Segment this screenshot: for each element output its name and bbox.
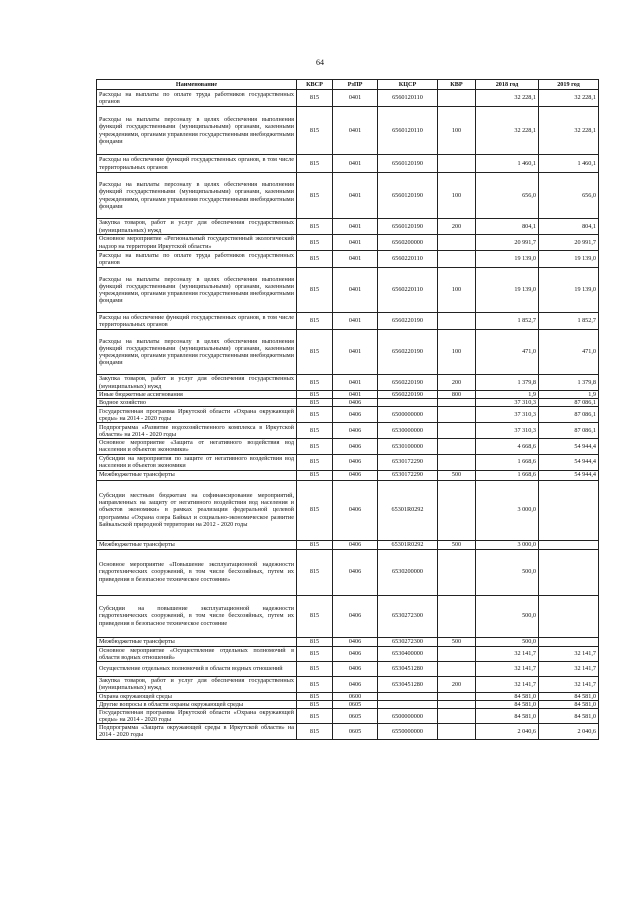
row-kcsr: 6560220110 xyxy=(378,268,438,313)
row-kvr: 200 xyxy=(438,676,476,692)
row-rzpr: 0406 xyxy=(333,676,378,692)
row-kvsr: 815 xyxy=(297,637,333,646)
row-kcsr: 6560120190 xyxy=(378,219,438,235)
row-kvr xyxy=(438,661,476,676)
row-kvr xyxy=(438,407,476,423)
row-2018: 500,0 xyxy=(476,549,539,595)
table-row xyxy=(97,480,599,540)
table-row xyxy=(97,540,599,549)
page-number: 64 xyxy=(316,58,324,67)
header-kvr: КВР xyxy=(438,80,476,90)
row-2018: 1 460,1 xyxy=(476,155,539,173)
row-kcsr: 6560120190 xyxy=(378,155,438,173)
row-kvr xyxy=(438,480,476,540)
table-row xyxy=(97,595,599,637)
row-2019: 87 086,1 xyxy=(539,399,599,407)
row-kvsr: 815 xyxy=(297,251,333,268)
row-name: Субсидии местным бюджетам на софинансирование мероприятий, направленных на защиту от негативного воздействия вод населения и объектов экономики» в рамках реализации федеральной целевой программы «Охрана озера Байкал и социально-экономическое развитие Байкальской природной территории на 2012 - 2020 годы xyxy=(97,480,297,540)
row-2018: 32 141,7 xyxy=(476,646,539,661)
table-row xyxy=(97,637,599,646)
row-rzpr: 0406 xyxy=(333,549,378,595)
table-row xyxy=(97,692,599,700)
row-name: Межбюджетные трансферты xyxy=(97,470,297,480)
row-kvsr: 815 xyxy=(297,700,333,708)
row-kvr: 500 xyxy=(438,637,476,646)
row-2019 xyxy=(539,540,599,549)
row-2018: 1,9 xyxy=(476,391,539,399)
row-kvsr: 815 xyxy=(297,219,333,235)
row-name: Другие вопросы в области охраны окружающей среды xyxy=(97,700,297,708)
row-rzpr: 0401 xyxy=(333,219,378,235)
row-kvr: 500 xyxy=(438,470,476,480)
row-name: Основное мероприятие «Защита от негативного воздействия вод населения и объектов экономики» xyxy=(97,439,297,454)
row-name: Расходы на обеспечение функций государственных органов, в том числе территориальных органов xyxy=(97,313,297,330)
row-kcsr: 6530100000 xyxy=(378,439,438,454)
row-kvsr: 815 xyxy=(297,595,333,637)
row-kcsr: 6560120110 xyxy=(378,107,438,155)
row-2019: 32 141,7 xyxy=(539,676,599,692)
table-row xyxy=(97,313,599,330)
row-name: Расходы на выплаты персоналу в целях обеспечения выполнения функций государственными (муниципальными) органами, казенными учреждениями, органами управления государственными внебюджетными фондами xyxy=(97,268,297,313)
row-2019 xyxy=(539,595,599,637)
table-row xyxy=(97,454,599,470)
row-rzpr: 0605 xyxy=(333,700,378,708)
row-rzpr: 0401 xyxy=(333,330,378,375)
row-kvsr: 815 xyxy=(297,391,333,399)
row-kvr xyxy=(438,313,476,330)
row-rzpr: 0401 xyxy=(333,391,378,399)
row-rzpr: 0406 xyxy=(333,540,378,549)
row-kvsr: 815 xyxy=(297,313,333,330)
table-row xyxy=(97,700,599,708)
row-2018: 32 141,7 xyxy=(476,676,539,692)
row-name: Водное хозяйство xyxy=(97,399,297,407)
row-kcsr: 65301R0292 xyxy=(378,480,438,540)
row-2019: 656,0 xyxy=(539,173,599,219)
row-rzpr: 0406 xyxy=(333,439,378,454)
table-row xyxy=(97,173,599,219)
row-kvsr: 815 xyxy=(297,155,333,173)
table-row xyxy=(97,646,599,661)
row-2019: 19 139,0 xyxy=(539,251,599,268)
row-kvsr: 815 xyxy=(297,107,333,155)
row-2019: 54 944,4 xyxy=(539,439,599,454)
row-name: Основное мероприятие «Региональный государственный экологический надзор на территории Иркутской области» xyxy=(97,235,297,251)
table-row xyxy=(97,661,599,676)
table-row xyxy=(97,439,599,454)
row-2019: 32 228,1 xyxy=(539,90,599,107)
row-name: Расходы на выплаты персоналу в целях обеспечения выполнения функций государственными (муниципальными) органами, казенными учреждениями, органами управления государственными внебюджетными фондами xyxy=(97,173,297,219)
row-kvr: 200 xyxy=(438,219,476,235)
row-2018: 4 668,6 xyxy=(476,439,539,454)
row-kcsr xyxy=(378,399,438,407)
header-2019: 2019 год xyxy=(539,80,599,90)
row-kcsr: 6530451280 xyxy=(378,676,438,692)
row-2018: 32 141,7 xyxy=(476,661,539,676)
row-2019: 84 581,0 xyxy=(539,700,599,708)
row-name: Субсидии на мероприятия по защите от негативного воздействия вод населения и объектов экономики xyxy=(97,454,297,470)
row-name: Субсидии на повышение эксплуатационной надежности гидротехнических сооружений, в том числе бесхозяйных, путем их приведения в безопасное техническое состояние xyxy=(97,595,297,637)
row-name: Основное мероприятие «Осуществление отдельных полномочий в области водных отношений» xyxy=(97,646,297,661)
row-2019: 19 139,0 xyxy=(539,268,599,313)
table-row xyxy=(97,709,599,724)
row-rzpr: 0401 xyxy=(333,90,378,107)
table-row xyxy=(97,407,599,423)
row-kvr xyxy=(438,724,476,739)
row-kvr xyxy=(438,454,476,470)
row-2018: 20 991,7 xyxy=(476,235,539,251)
row-name: Осуществление отдельных полномочий в области водных отношений xyxy=(97,661,297,676)
row-2018: 3 000,0 xyxy=(476,540,539,549)
row-kcsr: 6530400000 xyxy=(378,646,438,661)
row-2018: 471,0 xyxy=(476,330,539,375)
row-name: Межбюджетные трансферты xyxy=(97,540,297,549)
table-body xyxy=(97,90,599,740)
row-kvsr: 815 xyxy=(297,709,333,724)
row-name: Государственная программа Иркутской области «Охрана окружающей среды» на 2014 - 2020 годы xyxy=(97,407,297,423)
table-row xyxy=(97,399,599,407)
row-2018: 656,0 xyxy=(476,173,539,219)
row-kvsr: 815 xyxy=(297,330,333,375)
row-kvr: 800 xyxy=(438,391,476,399)
row-kcsr: 6560120110 xyxy=(378,90,438,107)
row-2019 xyxy=(539,549,599,595)
row-name: Подпрограмма «Защита окружающей среды в Иркутской области» на 2014 - 2020 годы xyxy=(97,724,297,739)
row-kcsr: 6560220190 xyxy=(378,330,438,375)
row-rzpr: 0401 xyxy=(333,268,378,313)
row-kvsr: 815 xyxy=(297,540,333,549)
row-rzpr: 0406 xyxy=(333,595,378,637)
row-kvsr: 815 xyxy=(297,439,333,454)
row-name: Закупка товаров, работ и услуг для обеспечения государственных (муниципальных) нужд xyxy=(97,676,297,692)
row-kvr xyxy=(438,235,476,251)
row-2019: 54 944,4 xyxy=(539,454,599,470)
row-kvr xyxy=(438,251,476,268)
row-kvsr: 815 xyxy=(297,724,333,739)
row-kvr xyxy=(438,549,476,595)
row-2019: 32 141,7 xyxy=(539,646,599,661)
row-kvr xyxy=(438,595,476,637)
row-2019: 32 141,7 xyxy=(539,661,599,676)
row-kvr xyxy=(438,399,476,407)
header-kcsr: КЦСР xyxy=(378,80,438,90)
row-rzpr: 0401 xyxy=(333,173,378,219)
row-2018: 84 581,0 xyxy=(476,700,539,708)
row-rzpr: 0401 xyxy=(333,313,378,330)
row-rzpr: 0406 xyxy=(333,454,378,470)
row-kvsr: 815 xyxy=(297,661,333,676)
row-2019: 1 379,8 xyxy=(539,375,599,391)
row-kcsr: 6560220190 xyxy=(378,375,438,391)
table-row xyxy=(97,423,599,439)
row-kvsr: 815 xyxy=(297,173,333,219)
row-2018: 804,1 xyxy=(476,219,539,235)
row-2019: 84 581,0 xyxy=(539,709,599,724)
row-rzpr: 0406 xyxy=(333,637,378,646)
row-2019: 54 944,4 xyxy=(539,470,599,480)
row-kcsr: 6530000000 xyxy=(378,423,438,439)
row-kcsr: 6550000000 xyxy=(378,724,438,739)
table-row xyxy=(97,155,599,173)
row-2018: 84 581,0 xyxy=(476,709,539,724)
row-kvsr: 815 xyxy=(297,399,333,407)
row-rzpr: 0401 xyxy=(333,155,378,173)
row-name: Расходы на выплаты по оплате труда работников государственных органов xyxy=(97,251,297,268)
row-rzpr: 0401 xyxy=(333,235,378,251)
row-kvsr: 815 xyxy=(297,454,333,470)
row-kvsr: 815 xyxy=(297,407,333,423)
row-kcsr: 6530200000 xyxy=(378,549,438,595)
table-row xyxy=(97,330,599,375)
row-kvsr: 815 xyxy=(297,375,333,391)
row-2019: 804,1 xyxy=(539,219,599,235)
row-kcsr: 6500000000 xyxy=(378,407,438,423)
row-2019: 32 228,1 xyxy=(539,107,599,155)
row-kvr xyxy=(438,709,476,724)
row-rzpr: 0401 xyxy=(333,375,378,391)
row-kcsr: 6530172290 xyxy=(378,454,438,470)
budget-table xyxy=(96,79,599,740)
row-name: Охрана окружающей среды xyxy=(97,692,297,700)
row-kvsr: 815 xyxy=(297,423,333,439)
row-rzpr: 0605 xyxy=(333,709,378,724)
row-kvr xyxy=(438,692,476,700)
row-kvsr: 815 xyxy=(297,235,333,251)
table-row xyxy=(97,219,599,235)
row-2018: 32 228,1 xyxy=(476,107,539,155)
table-row xyxy=(97,90,599,107)
row-2018: 32 228,1 xyxy=(476,90,539,107)
row-kvr: 500 xyxy=(438,540,476,549)
row-kcsr xyxy=(378,692,438,700)
row-2018: 19 139,0 xyxy=(476,251,539,268)
row-kcsr: 6560120190 xyxy=(378,173,438,219)
table-row xyxy=(97,676,599,692)
table-row xyxy=(97,268,599,313)
row-2018: 1 852,7 xyxy=(476,313,539,330)
row-2019: 2 040,6 xyxy=(539,724,599,739)
header-row xyxy=(97,80,599,90)
row-2019: 1 852,7 xyxy=(539,313,599,330)
row-name: Расходы на выплаты персоналу в целях обеспечения выполнения функций государственными (муниципальными) органами, казенными учреждениями, органами управления государственными внебюджетными фондами xyxy=(97,107,297,155)
row-kvsr: 815 xyxy=(297,90,333,107)
row-kcsr: 6500000000 xyxy=(378,709,438,724)
table-row xyxy=(97,251,599,268)
row-rzpr: 0401 xyxy=(333,251,378,268)
row-rzpr: 0406 xyxy=(333,423,378,439)
header-kvsr: КВСР xyxy=(297,80,333,90)
row-name: Иные бюджетные ассигнования xyxy=(97,391,297,399)
row-kvsr: 815 xyxy=(297,470,333,480)
row-kvsr: 815 xyxy=(297,676,333,692)
row-kvsr: 815 xyxy=(297,268,333,313)
row-2019 xyxy=(539,480,599,540)
table-row xyxy=(97,391,599,399)
row-kvr: 100 xyxy=(438,330,476,375)
row-kvr: 100 xyxy=(438,268,476,313)
row-2019: 87 086,1 xyxy=(539,407,599,423)
row-name: Государственная программа Иркутской области «Охрана окружающей среды» на 2014 - 2020 годы xyxy=(97,709,297,724)
row-rzpr: 0401 xyxy=(333,107,378,155)
header-2018: 2018 год xyxy=(476,80,539,90)
row-2018: 37 310,3 xyxy=(476,423,539,439)
row-kvr xyxy=(438,90,476,107)
table-header xyxy=(97,80,599,90)
row-name: Межбюджетные трансферты xyxy=(97,637,297,646)
row-rzpr: 0406 xyxy=(333,480,378,540)
row-2018: 2 040,6 xyxy=(476,724,539,739)
row-kvsr: 815 xyxy=(297,480,333,540)
row-2019: 1,9 xyxy=(539,391,599,399)
row-rzpr: 0605 xyxy=(333,724,378,739)
row-name: Расходы на выплаты по оплате труда работников государственных органов xyxy=(97,90,297,107)
row-kvr: 100 xyxy=(438,107,476,155)
header-rzpr: РзПР xyxy=(333,80,378,90)
row-kvsr: 815 xyxy=(297,692,333,700)
table-row xyxy=(97,470,599,480)
row-kvr: 200 xyxy=(438,375,476,391)
row-kcsr: 6560220110 xyxy=(378,251,438,268)
row-rzpr: 0406 xyxy=(333,470,378,480)
row-name: Подпрограмма «Развитие водохозяйственного комплекса в Иркутской области» на 2014 - 2020 годы xyxy=(97,423,297,439)
table-row xyxy=(97,235,599,251)
row-kcsr: 6530272300 xyxy=(378,595,438,637)
row-kcsr: 6530272300 xyxy=(378,637,438,646)
row-2019: 87 086,1 xyxy=(539,423,599,439)
row-2018: 84 581,0 xyxy=(476,692,539,700)
row-kcsr: 6560200000 xyxy=(378,235,438,251)
row-kcsr: 6530451280 xyxy=(378,661,438,676)
row-kcsr: 6560220190 xyxy=(378,391,438,399)
row-2018: 37 310,3 xyxy=(476,399,539,407)
row-kcsr xyxy=(378,700,438,708)
row-name: Расходы на обеспечение функций государственных органов, в том числе территориальных органов xyxy=(97,155,297,173)
row-2019: 20 991,7 xyxy=(539,235,599,251)
header-name: Наименование xyxy=(97,80,297,90)
row-2019: 84 581,0 xyxy=(539,692,599,700)
row-kvsr: 815 xyxy=(297,646,333,661)
row-kvr xyxy=(438,423,476,439)
row-rzpr: 0406 xyxy=(333,399,378,407)
table-row xyxy=(97,549,599,595)
row-2018: 500,0 xyxy=(476,595,539,637)
row-2018: 19 139,0 xyxy=(476,268,539,313)
row-kcsr: 6530172290 xyxy=(378,470,438,480)
row-name: Закупка товаров, работ и услуг для обеспечения государственных (муниципальных) нужд xyxy=(97,219,297,235)
table-row xyxy=(97,724,599,739)
row-2018: 1 668,6 xyxy=(476,454,539,470)
row-rzpr: 0406 xyxy=(333,661,378,676)
row-2019: 1 460,1 xyxy=(539,155,599,173)
row-kvr xyxy=(438,155,476,173)
row-name: Основное мероприятие «Повышение эксплуатационной надежности гидротехнических сооружений, в том числе бесхозяйных, путем их приведения в безопасное техническое состояние» xyxy=(97,549,297,595)
row-rzpr: 0406 xyxy=(333,646,378,661)
table-row xyxy=(97,375,599,391)
row-2019: 471,0 xyxy=(539,330,599,375)
row-kcsr: 6560220190 xyxy=(378,313,438,330)
row-rzpr: 0406 xyxy=(333,407,378,423)
row-name: Расходы на выплаты персоналу в целях обеспечения выполнения функций государственными (муниципальными) органами, казенными учреждениями, органами управления государственными внебюджетными фондами xyxy=(97,330,297,375)
row-kvr xyxy=(438,646,476,661)
row-2019 xyxy=(539,637,599,646)
table-row xyxy=(97,107,599,155)
row-2018: 37 310,3 xyxy=(476,407,539,423)
row-kvsr: 815 xyxy=(297,549,333,595)
row-kvr xyxy=(438,439,476,454)
row-rzpr: 0600 xyxy=(333,692,378,700)
row-2018: 1 379,8 xyxy=(476,375,539,391)
row-name: Закупка товаров, работ и услуг для обеспечения государственных (муниципальных) нужд xyxy=(97,375,297,391)
row-kvr: 100 xyxy=(438,173,476,219)
row-kcsr: 65301R0292 xyxy=(378,540,438,549)
row-2018: 3 000,0 xyxy=(476,480,539,540)
row-2018: 500,0 xyxy=(476,637,539,646)
row-kvr xyxy=(438,700,476,708)
row-2018: 1 668,6 xyxy=(476,470,539,480)
